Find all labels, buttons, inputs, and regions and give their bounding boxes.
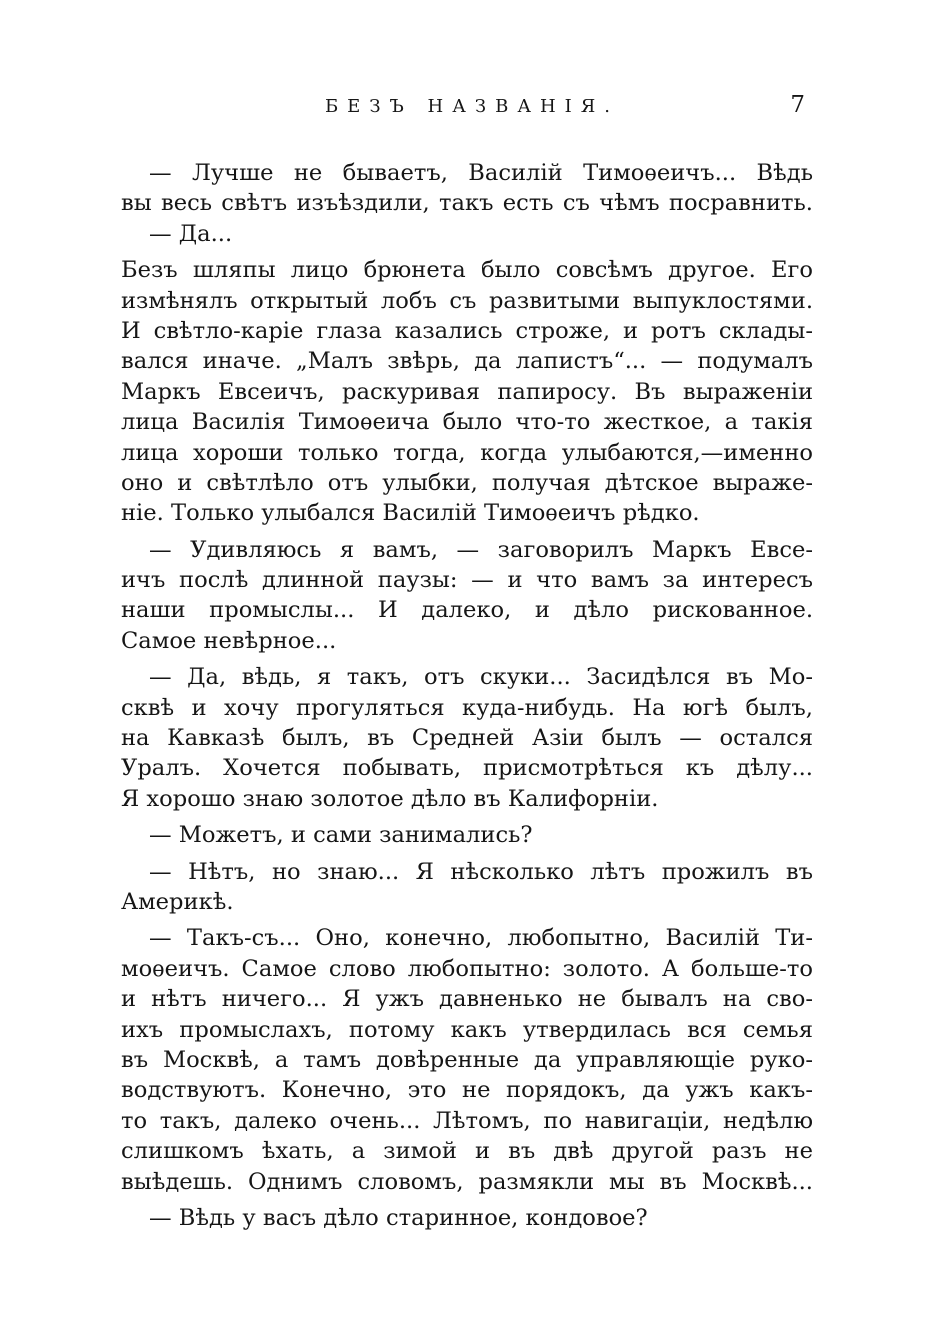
- text-line: И свѣтло-каріе глаза казались строже, и ротъ склады-: [121, 317, 813, 344]
- body-text: [121, 158, 813, 1233]
- text-line: Безъ шляпы лицо брюнета было совсѣмъ другое. Его: [121, 257, 813, 284]
- text-line: наши промыслы... И далеко, и дѣло рискованное.: [121, 597, 813, 624]
- page-number: 7: [790, 92, 805, 118]
- text-line: слишкомъ ѣхать, а зимой и въ двѣ другой разъ не: [121, 1138, 813, 1165]
- text-line: — Лучше не бываетъ, Василій Тимоѳеичъ... Вѣдь: [149, 160, 813, 186]
- text-line: ичъ послѣ длинной паузы: — и что вамъ за интересъ: [121, 567, 813, 594]
- text-line: лица Василія Тимоѳеича было что-то жесткое, а такія: [121, 409, 813, 436]
- text-line: вы весь свѣтъ изъѣздили, такъ есть съ чѣмъ посравнить.: [121, 190, 813, 217]
- text-line: сквѣ и хочу прогуляться куда-нибудь. На югѣ былъ,: [121, 694, 813, 721]
- text-line: — Можетъ, и сами занимались?: [149, 822, 533, 849]
- text-line: водствуютъ. Конечно, это не порядокъ, да ужъ какъ-: [121, 1077, 813, 1104]
- text-line: — Да...: [149, 220, 233, 247]
- text-line: Самое невѣрное...: [121, 627, 337, 654]
- text-line: Маркъ Евсеичъ, раскуривая папиросу. Въ выраженіи: [121, 378, 813, 405]
- text-line: — Нѣтъ, но знаю... Я нѣсколько лѣтъ прожилъ въ: [149, 858, 813, 885]
- text-line: Я хорошо знаю золотое дѣло въ Калифорніи.: [121, 785, 659, 812]
- text-line: и нѣтъ ничего... Я ужъ давненько не бывалъ на сво-: [121, 986, 813, 1013]
- text-line: — Удивляюсь я вамъ, — заговорилъ Маркъ Евсе-: [149, 536, 813, 563]
- text-line: измѣнялъ открытый лобъ съ развитыми выпуклостями.: [121, 287, 813, 314]
- text-line: — Такъ-съ... Оно, конечно, любопытно, Василій Ти-: [149, 925, 813, 952]
- text-line: — Да, вѣдь, я такъ, отъ скуки... Засидѣлся въ Мо-: [149, 664, 813, 691]
- text-line: — Вѣдь у васъ дѣло старинное, кондовое?: [149, 1204, 648, 1231]
- text-line: ихъ промыслахъ, потому какъ утвердилась вся семья: [121, 1016, 813, 1043]
- text-line: Америкѣ.: [121, 888, 234, 915]
- text-line: ніе. Только улыбался Василій Тимоѳеичъ рѣдко.: [121, 500, 700, 527]
- text-line: на Кавказѣ былъ, въ Средней Азіи былъ — остался: [121, 725, 813, 752]
- text-line: оно и свѣтлѣло отъ улыбки, получая дѣтское выраже-: [121, 469, 813, 496]
- text-line: Уралъ. Хочется побывать, присмотрѣться къ дѣлу...: [121, 755, 813, 782]
- book-page: [121, 92, 813, 1231]
- text-line: то такъ, далеко очень... Лѣтомъ, по навигаціи, недѣлю: [121, 1107, 813, 1134]
- running-title: БЕЗЪ НАЗВАНІЯ.: [324, 96, 620, 117]
- text-line: моѳеичъ. Самое слово любопытно: золото. А больше-то: [121, 955, 813, 982]
- text-line: вался иначе. „Малъ звѣрь, да лапистъ“... — подумалъ: [121, 348, 813, 375]
- text-line: лица хороши только тогда, когда улыбаются,—именно: [121, 439, 813, 466]
- text-line: въ Москвѣ, а тамъ довѣренные да управляющіе руко-: [121, 1046, 813, 1073]
- text-line: выѣдешь. Однимъ словомъ, размякли мы въ Москвѣ...: [121, 1168, 813, 1195]
- running-header: [121, 92, 813, 128]
